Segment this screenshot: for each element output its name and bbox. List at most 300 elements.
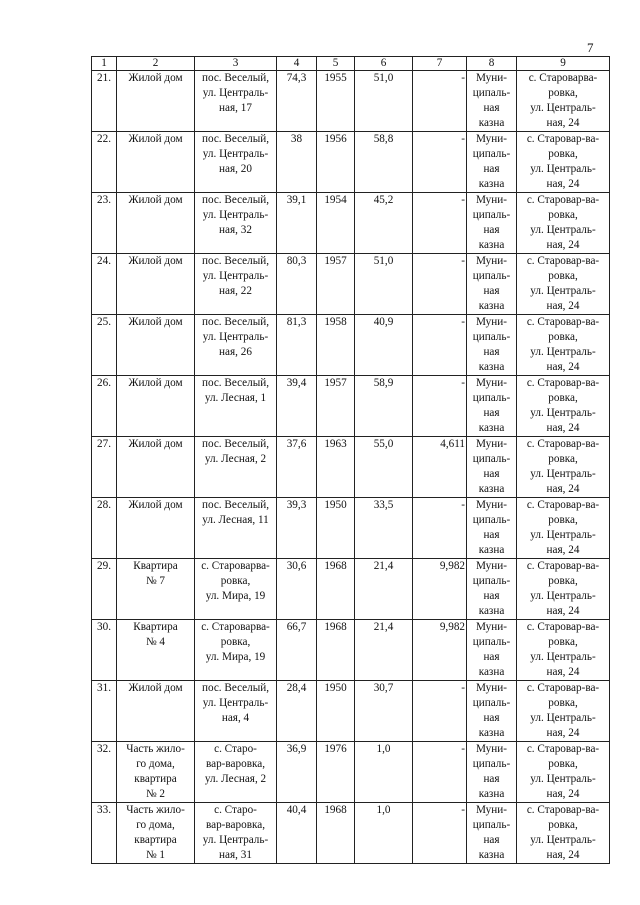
row-number: 21.	[92, 71, 117, 132]
area-value: 80,3	[277, 254, 317, 315]
object-address-line: пос. Веселый,	[201, 133, 270, 145]
ownership-form	[467, 620, 517, 681]
area-value: 38	[277, 132, 317, 193]
object-address	[195, 254, 277, 315]
ownership-form-line: казна	[478, 117, 505, 129]
holder-address-line: ровка,	[548, 819, 578, 831]
object-address-line: ровка,	[220, 575, 251, 587]
row-number: 32.	[92, 742, 117, 803]
object-address-line: с. Староварва-	[201, 621, 270, 633]
row-number: 24.	[92, 254, 117, 315]
holder-address-line: ул. Централь-	[530, 285, 596, 297]
object-name-line: квартира	[134, 834, 177, 846]
object-name-line: Жилой дом	[128, 133, 183, 145]
object-name-line: го дома,	[136, 758, 175, 770]
balance-value: 9,982	[413, 559, 467, 620]
holder-address-line: ул. Централь-	[530, 590, 596, 602]
object-name-line: Жилой дом	[128, 316, 183, 328]
object-address-line: ная, 4	[221, 712, 250, 724]
object-name-line: Квартира	[133, 621, 178, 633]
object-address-line: пос. Веселый,	[201, 316, 270, 328]
holder-address-line: ровка,	[548, 331, 578, 343]
holder-address-line: ная, 24	[546, 361, 580, 373]
table-row	[92, 742, 610, 803]
object-address-line: пос. Веселый,	[201, 682, 270, 694]
ownership-form-line: Муни-	[476, 499, 507, 511]
holder-address	[517, 193, 610, 254]
ownership-form-line: казна	[478, 727, 505, 739]
property-registry-table	[91, 56, 610, 864]
ownership-form	[467, 559, 517, 620]
ownership-form-line: ная	[483, 529, 500, 541]
holder-address-line: ровка,	[548, 758, 578, 770]
object-name	[117, 254, 195, 315]
year-value: 1963	[317, 437, 355, 498]
object-address-line: ул. Лесная, 2	[204, 773, 267, 785]
object-address-line: ная, 17	[219, 102, 252, 114]
balance-value: -	[413, 254, 467, 315]
object-address-line: ул. Централь-	[202, 270, 269, 282]
object-name	[117, 742, 195, 803]
object-address-line: ул. Лесная, 1	[204, 392, 267, 404]
wear-value: 33,5	[355, 498, 413, 559]
ownership-form-line: ная	[483, 468, 500, 480]
object-address	[195, 803, 277, 864]
year-value: 1956	[317, 132, 355, 193]
holder-address-line: ровка,	[548, 697, 578, 709]
holder-address-line: ровка,	[548, 392, 578, 404]
object-address-line: ровка,	[220, 636, 251, 648]
wear-value: 45,2	[355, 193, 413, 254]
column-header-1: 1	[92, 57, 117, 71]
object-address	[195, 620, 277, 681]
table-row	[92, 132, 610, 193]
object-address-line: пос. Веселый,	[201, 255, 270, 267]
page-number: 7	[587, 40, 594, 55]
object-address-line: вар-варовка,	[205, 758, 266, 770]
area-value: 39,4	[277, 376, 317, 437]
object-name	[117, 559, 195, 620]
balance-value: -	[413, 498, 467, 559]
object-address-line: ная, 22	[219, 285, 252, 297]
holder-address	[517, 803, 610, 864]
ownership-form-line: ципаль-	[472, 209, 511, 221]
year-value: 1968	[317, 559, 355, 620]
holder-address-line: ул. Централь-	[530, 163, 596, 175]
object-address-line: вар-варовка,	[205, 819, 266, 831]
wear-value: 21,4	[355, 620, 413, 681]
ownership-form-line: ципаль-	[472, 270, 511, 282]
object-address	[195, 681, 277, 742]
object-name-line: № 7	[145, 575, 166, 587]
holder-address-line: ная, 24	[546, 422, 580, 434]
holder-address-line: ул. Централь-	[530, 102, 596, 114]
object-address	[195, 315, 277, 376]
holder-address-line: ная, 24	[546, 788, 580, 800]
column-header-3: 3	[195, 57, 277, 71]
ownership-form	[467, 315, 517, 376]
holder-address-line: ул. Централь-	[530, 224, 596, 236]
holder-address-line: с. Старовар-ва-	[526, 316, 600, 328]
object-address-line: с. Старо-	[214, 743, 257, 755]
object-name-line: Часть жило-	[126, 743, 185, 755]
row-number: 30.	[92, 620, 117, 681]
ownership-form-line: казна	[478, 849, 505, 861]
holder-address-line: ул. Централь-	[530, 346, 596, 358]
column-header-9: 9	[517, 57, 610, 71]
holder-address-line: с. Старовар-ва-	[526, 560, 600, 572]
holder-address-line: ровка,	[548, 87, 578, 99]
balance-value: -	[413, 803, 467, 864]
holder-address	[517, 315, 610, 376]
object-name	[117, 193, 195, 254]
table-row	[92, 681, 610, 742]
balance-value: -	[413, 193, 467, 254]
row-number: 33.	[92, 803, 117, 864]
object-address-line: ул. Централь-	[202, 697, 269, 709]
area-value: 30,6	[277, 559, 317, 620]
ownership-form-line: казна	[478, 788, 505, 800]
holder-address-line: с. Старовар-ва-	[526, 438, 600, 450]
area-value: 40,4	[277, 803, 317, 864]
table-row	[92, 437, 610, 498]
area-value: 36,9	[277, 742, 317, 803]
table-row	[92, 254, 610, 315]
year-value: 1955	[317, 71, 355, 132]
ownership-form-line: ная	[483, 285, 500, 297]
balance-value: -	[413, 742, 467, 803]
ownership-form-line: казна	[478, 300, 505, 312]
object-name-line: № 4	[145, 636, 166, 648]
object-name	[117, 620, 195, 681]
object-address-line: пос. Веселый,	[201, 438, 270, 450]
ownership-form-line: ципаль-	[472, 636, 511, 648]
object-name-line: № 2	[145, 788, 166, 800]
holder-address	[517, 437, 610, 498]
row-number: 31.	[92, 681, 117, 742]
ownership-form-line: Муни-	[476, 438, 507, 450]
table-row	[92, 315, 610, 376]
holder-address-line: с. Старовар-ва-	[526, 255, 600, 267]
holder-address	[517, 498, 610, 559]
ownership-form	[467, 254, 517, 315]
holder-address-line: ул. Централь-	[530, 834, 596, 846]
object-address-line: пос. Веселый,	[201, 377, 270, 389]
row-number: 26.	[92, 376, 117, 437]
holder-address	[517, 132, 610, 193]
object-name	[117, 803, 195, 864]
balance-value: 4,611	[413, 437, 467, 498]
holder-address-line: с. Старовар-ва-	[526, 499, 600, 511]
object-address	[195, 498, 277, 559]
object-address-line: с. Староварва-	[201, 560, 270, 572]
column-header-4: 4	[277, 57, 317, 71]
ownership-form-line: Муни-	[476, 560, 507, 572]
ownership-form-line: казна	[478, 239, 505, 251]
holder-address-line: с. Старовар-ва-	[526, 682, 600, 694]
ownership-form-line: ципаль-	[472, 331, 511, 343]
ownership-form-line: казна	[478, 666, 505, 678]
ownership-form-line: казна	[478, 361, 505, 373]
holder-address-line: ровка,	[548, 453, 578, 465]
object-name-line: Жилой дом	[128, 72, 183, 84]
wear-value: 55,0	[355, 437, 413, 498]
holder-address	[517, 71, 610, 132]
wear-value: 1,0	[355, 742, 413, 803]
object-name-line: го дома,	[136, 819, 175, 831]
year-value: 1954	[317, 193, 355, 254]
holder-address-line: ная, 24	[546, 117, 580, 129]
object-address-line: ул. Централь-	[202, 331, 269, 343]
object-address	[195, 742, 277, 803]
holder-address	[517, 559, 610, 620]
holder-address	[517, 620, 610, 681]
object-address	[195, 559, 277, 620]
holder-address-line: с. Староварва-	[528, 72, 598, 84]
holder-address-line: с. Старовар-ва-	[526, 743, 600, 755]
holder-address	[517, 254, 610, 315]
object-name-line: Жилой дом	[128, 499, 183, 511]
object-name-line: квартира	[134, 773, 177, 785]
ownership-form-line: ципаль-	[472, 514, 511, 526]
ownership-form-line: казна	[478, 422, 505, 434]
area-value: 28,4	[277, 681, 317, 742]
ownership-form	[467, 132, 517, 193]
ownership-form	[467, 681, 517, 742]
balance-value: -	[413, 681, 467, 742]
ownership-form-line: ная	[483, 651, 500, 663]
ownership-form-line: Муни-	[476, 255, 507, 267]
ownership-form-line: ная	[483, 407, 500, 419]
ownership-form-line: Муни-	[476, 377, 507, 389]
ownership-form-line: ная	[483, 346, 500, 358]
wear-value: 51,0	[355, 254, 413, 315]
table-row	[92, 71, 610, 132]
ownership-form	[467, 803, 517, 864]
object-address-line: ная, 32	[219, 224, 252, 236]
ownership-form-line: ципаль-	[472, 148, 511, 160]
holder-address-line: с. Старовар-ва-	[526, 621, 600, 633]
ownership-form	[467, 498, 517, 559]
wear-value: 58,8	[355, 132, 413, 193]
holder-address-line: ровка,	[548, 636, 578, 648]
object-address-line: ная, 26	[219, 346, 252, 358]
object-address-line: ул. Централь-	[202, 834, 269, 846]
year-value: 1957	[317, 376, 355, 437]
area-value: 37,6	[277, 437, 317, 498]
ownership-form-line: ципаль-	[472, 453, 511, 465]
holder-address-line: ул. Централь-	[530, 468, 596, 480]
object-name-line: Часть жило-	[126, 804, 185, 816]
object-address	[195, 71, 277, 132]
holder-address-line: с. Старовар-ва-	[526, 377, 600, 389]
object-address	[195, 437, 277, 498]
balance-value: -	[413, 315, 467, 376]
object-address	[195, 376, 277, 437]
ownership-form-line: казна	[478, 178, 505, 190]
wear-value: 51,0	[355, 71, 413, 132]
ownership-form	[467, 437, 517, 498]
object-address-line: ул. Мира, 19	[205, 651, 266, 663]
ownership-form-line: ная	[483, 590, 500, 602]
ownership-form-line: ная	[483, 834, 500, 846]
object-address-line: с. Старо-	[214, 804, 257, 816]
object-name-line: № 1	[145, 849, 166, 861]
area-value: 81,3	[277, 315, 317, 376]
ownership-form-line: казна	[478, 605, 505, 617]
object-address-line: ная, 20	[219, 163, 252, 175]
wear-value: 58,9	[355, 376, 413, 437]
row-number: 28.	[92, 498, 117, 559]
holder-address	[517, 681, 610, 742]
table-row	[92, 193, 610, 254]
object-name	[117, 376, 195, 437]
object-address-line: ул. Централь-	[202, 87, 269, 99]
object-address-line: ная, 31	[219, 849, 252, 861]
ownership-form-line: Муни-	[476, 194, 507, 206]
ownership-form-line: ная	[483, 224, 500, 236]
holder-address-line: с. Старовар-ва-	[526, 804, 600, 816]
wear-value: 1,0	[355, 803, 413, 864]
object-address-line: ул. Мира, 19	[205, 590, 266, 602]
holder-address-line: ная, 24	[546, 727, 580, 739]
table-row	[92, 498, 610, 559]
balance-value: -	[413, 376, 467, 437]
column-header-7: 7	[413, 57, 467, 71]
ownership-form-line: ципаль-	[472, 87, 511, 99]
object-name	[117, 681, 195, 742]
object-address-line: ул. Лесная, 2	[204, 453, 267, 465]
ownership-form-line: Муни-	[476, 133, 507, 145]
ownership-form-line: ципаль-	[472, 392, 511, 404]
row-number: 27.	[92, 437, 117, 498]
object-name-line: Жилой дом	[128, 438, 183, 450]
year-value: 1950	[317, 498, 355, 559]
column-number-row	[92, 57, 610, 71]
year-value: 1950	[317, 681, 355, 742]
ownership-form-line: ная	[483, 773, 500, 785]
wear-value: 40,9	[355, 315, 413, 376]
ownership-form-line: Муни-	[476, 804, 507, 816]
ownership-form-line: ципаль-	[472, 575, 511, 587]
table-row	[92, 803, 610, 864]
balance-value: -	[413, 71, 467, 132]
column-header-6: 6	[355, 57, 413, 71]
ownership-form	[467, 376, 517, 437]
wear-value: 30,7	[355, 681, 413, 742]
object-name-line: Жилой дом	[128, 194, 183, 206]
ownership-form-line: Муни-	[476, 682, 507, 694]
holder-address-line: ровка,	[548, 575, 578, 587]
holder-address-line: ная, 24	[546, 605, 580, 617]
object-address-line: ул. Централь-	[202, 209, 269, 221]
table-row	[92, 620, 610, 681]
holder-address-line: ул. Централь-	[530, 773, 596, 785]
holder-address-line: ул. Централь-	[530, 407, 596, 419]
holder-address	[517, 742, 610, 803]
holder-address-line: ровка,	[548, 148, 578, 160]
column-header-8: 8	[467, 57, 517, 71]
holder-address-line: ная, 24	[546, 300, 580, 312]
object-address-line: пос. Веселый,	[201, 499, 270, 511]
ownership-form-line: ципаль-	[472, 758, 511, 770]
holder-address-line: ная, 24	[546, 483, 580, 495]
holder-address-line: ная, 24	[546, 239, 580, 251]
holder-address-line: ровка,	[548, 209, 578, 221]
object-name-line: Жилой дом	[128, 682, 183, 694]
column-header-2: 2	[117, 57, 195, 71]
ownership-form-line: Муни-	[476, 621, 507, 633]
holder-address-line: с. Старовар-ва-	[526, 133, 600, 145]
row-number: 25.	[92, 315, 117, 376]
ownership-form-line: Муни-	[476, 316, 507, 328]
year-value: 1976	[317, 742, 355, 803]
year-value: 1968	[317, 620, 355, 681]
object-address	[195, 193, 277, 254]
holder-address-line: ная, 24	[546, 178, 580, 190]
object-name	[117, 132, 195, 193]
row-number: 23.	[92, 193, 117, 254]
object-name	[117, 315, 195, 376]
ownership-form-line: Муни-	[476, 743, 507, 755]
ownership-form-line: ная	[483, 712, 500, 724]
row-number: 29.	[92, 559, 117, 620]
area-value: 66,7	[277, 620, 317, 681]
ownership-form	[467, 193, 517, 254]
holder-address-line: с. Старовар-ва-	[526, 194, 600, 206]
holder-address-line: ровка,	[548, 514, 578, 526]
holder-address-line: ровка,	[548, 270, 578, 282]
holder-address-line: ная, 24	[546, 849, 580, 861]
balance-value: 9,982	[413, 620, 467, 681]
holder-address	[517, 376, 610, 437]
year-value: 1958	[317, 315, 355, 376]
ownership-form-line: ная	[483, 102, 500, 114]
holder-address-line: ул. Централь-	[530, 529, 596, 541]
holder-address-line: ная, 24	[546, 544, 580, 556]
object-address-line: ул. Централь-	[202, 148, 269, 160]
area-value: 39,1	[277, 193, 317, 254]
ownership-form-line: казна	[478, 483, 505, 495]
wear-value: 21,4	[355, 559, 413, 620]
ownership-form	[467, 71, 517, 132]
column-header-5: 5	[317, 57, 355, 71]
table-row	[92, 559, 610, 620]
ownership-form	[467, 742, 517, 803]
ownership-form-line: Муни-	[476, 72, 507, 84]
year-value: 1968	[317, 803, 355, 864]
area-value: 74,3	[277, 71, 317, 132]
object-name	[117, 71, 195, 132]
object-address	[195, 132, 277, 193]
object-address-line: ул. Лесная, 11	[202, 514, 269, 526]
ownership-form-line: ная	[483, 163, 500, 175]
row-number: 22.	[92, 132, 117, 193]
object-name-line: Жилой дом	[128, 255, 183, 267]
ownership-form-line: казна	[478, 544, 505, 556]
object-name	[117, 498, 195, 559]
object-name	[117, 437, 195, 498]
holder-address-line: ная, 24	[546, 666, 580, 678]
table-row	[92, 376, 610, 437]
object-address-line: пос. Веселый,	[201, 194, 270, 206]
object-address-line: пос. Веселый,	[201, 72, 270, 84]
object-name-line: Жилой дом	[128, 377, 183, 389]
ownership-form-line: ципаль-	[472, 819, 511, 831]
area-value: 39,3	[277, 498, 317, 559]
table-body	[92, 71, 610, 864]
ownership-form-line: ципаль-	[472, 697, 511, 709]
